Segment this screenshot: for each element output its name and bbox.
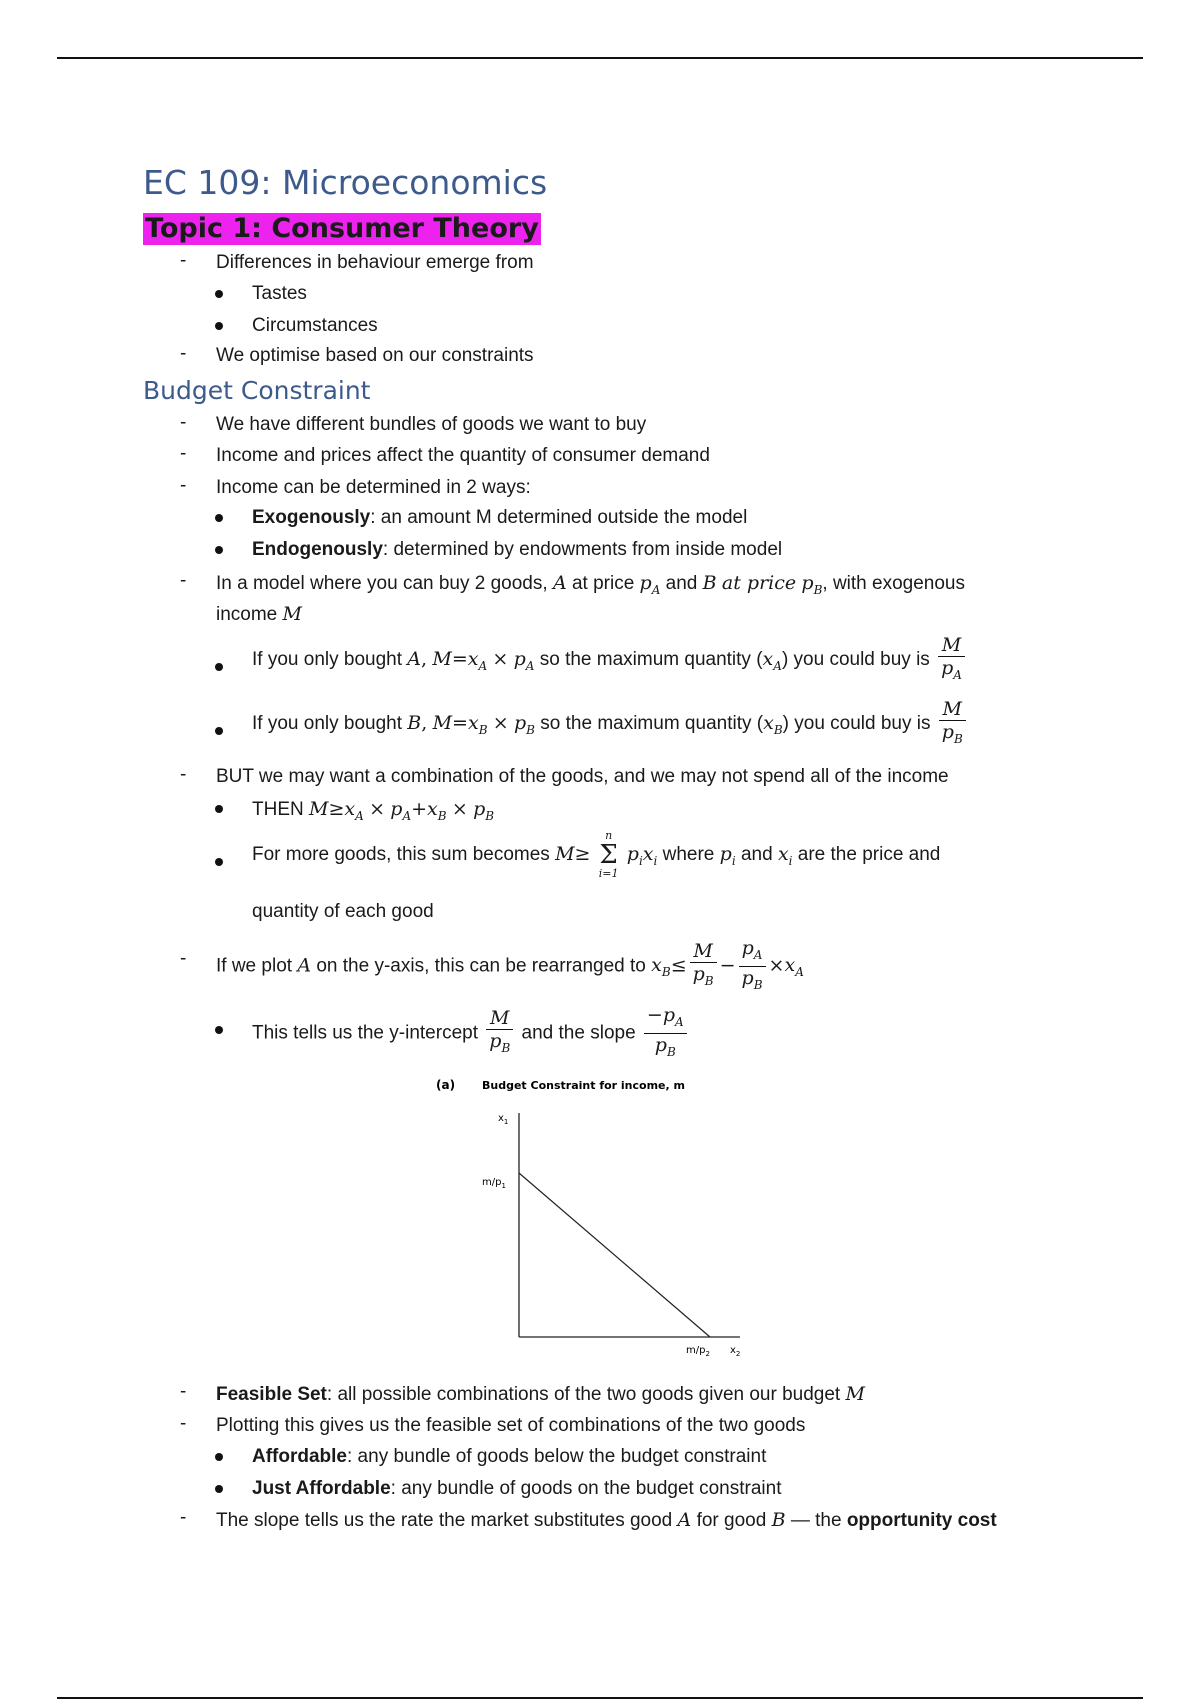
text: at price xyxy=(721,572,797,594)
term: Feasible Set xyxy=(216,1384,327,1405)
bullet-marker xyxy=(215,322,223,330)
section-heading-budget: Budget Constraint xyxy=(143,376,371,405)
fraction-pa-over-pb: $\frac{p_A}{p_B}$ xyxy=(739,937,766,996)
definition: : an amount M determined outside the model xyxy=(370,507,748,528)
bullet-marker xyxy=(215,663,223,671)
text: and xyxy=(665,573,698,594)
text: This tells us the y-intercept xyxy=(252,1022,478,1044)
math-var: $p_B$ xyxy=(801,572,823,597)
dash-marker xyxy=(180,570,188,592)
list-item-plot: If we plot A on the y-axis, this can be rearranged to $x_B\le$ $\frac{M}{p_B}$ − $\frac{p_A}{p_B}$ $\times x_A$ xyxy=(216,937,804,996)
text: so the maximum quantity ( xyxy=(539,648,763,670)
dash-marker xyxy=(180,1413,188,1435)
list-item: We have different bundles of goods we want to buy xyxy=(216,414,647,435)
text: The slope tells us the rate the market substitutes good xyxy=(216,1510,673,1531)
list-item: We optimise based on our constraints xyxy=(216,345,534,366)
definition: : all possible combinations of the two goods given our budget xyxy=(326,1384,841,1405)
text: ) you could buy is xyxy=(782,712,931,734)
term: Exogenously xyxy=(252,507,371,528)
bullet-marker xyxy=(215,1453,223,1461)
text: ) you could buy is xyxy=(781,648,930,670)
bullet-marker xyxy=(215,1485,223,1493)
bullet-marker xyxy=(215,546,223,554)
definition: : any bundle of goods below the budget constraint xyxy=(347,1446,767,1467)
term: Affordable xyxy=(252,1446,347,1467)
fraction-m-over-pb: $\frac{M}{p_B}$ xyxy=(690,940,717,992)
header-rule xyxy=(57,57,1143,59)
term: opportunity cost xyxy=(846,1510,997,1531)
math-var: M xyxy=(282,603,302,625)
bullet-marker xyxy=(215,727,223,735)
x-axis-label: $x_2$ xyxy=(730,1345,741,1358)
list-item-more-goods-cont: quantity of each good xyxy=(252,901,434,922)
budget-line xyxy=(519,1173,710,1337)
list-item-only-b: If you only bought B, $M=x_B \times p_B$ so the maximum quantity $(x_B)$ you could buy is $\frac{M}{p_B}$ xyxy=(252,698,969,752)
dash-marker xyxy=(180,475,188,497)
list-item-slope: The slope tells us the rate the market substitutes good A for good B — the opportunity cost xyxy=(216,1509,997,1531)
list-item-model-cont xyxy=(216,601,302,628)
text: For more goods, this sum becomes xyxy=(252,844,550,866)
text: In a model where you can buy 2 goods, xyxy=(216,573,548,594)
dash-marker xyxy=(180,1507,188,1529)
dash-marker xyxy=(180,764,188,786)
fraction-m-over-pa: $\frac{M}{p_A}$ xyxy=(938,634,965,686)
text: income xyxy=(216,604,278,625)
text: so the maximum quantity ( xyxy=(540,712,764,734)
definition: : any bundle of goods on the budget constraint xyxy=(390,1478,782,1499)
dash-marker xyxy=(180,343,188,365)
term: Endogenously xyxy=(252,539,383,560)
y-axis-label: $x_1$ xyxy=(498,1113,509,1126)
text: where xyxy=(662,844,715,866)
text: , with exogenous xyxy=(822,573,965,594)
x-intercept-label: $m/p_2$ xyxy=(686,1345,710,1358)
budget-constraint-figure xyxy=(420,1075,780,1365)
list-item-then: THEN $M\ge x_A \times p_A+x_B \times p_B$ xyxy=(252,798,495,823)
dash-marker xyxy=(180,443,188,465)
figure-label: (a) xyxy=(436,1078,456,1092)
list-item-just-affordable xyxy=(252,1476,782,1502)
page-title: EC 109: Microeconomics xyxy=(143,163,548,202)
list-item-exogenous xyxy=(252,505,747,531)
math-var: $p_A$ xyxy=(639,572,661,597)
list-item: Income and prices affect the quantity of consumer demand xyxy=(216,445,710,466)
list-item: Circumstances xyxy=(252,315,378,336)
math-var: A xyxy=(552,572,567,594)
list-item: Differences in behaviour emerge from xyxy=(216,252,534,273)
text: and xyxy=(740,844,773,866)
bullet-marker xyxy=(215,805,223,813)
math-var: B xyxy=(407,711,422,734)
bullet-marker xyxy=(215,858,223,866)
summation: n Σ i=1 xyxy=(598,829,619,880)
bullet-marker xyxy=(215,290,223,298)
list-item-affordable xyxy=(252,1444,766,1470)
definition: : determined by endowments from inside model xyxy=(382,539,783,560)
text: If we plot xyxy=(216,955,293,977)
text: — the xyxy=(790,1510,842,1531)
term: Just Affordable xyxy=(252,1478,391,1499)
dash-marker xyxy=(180,1381,188,1403)
text: If you only bought xyxy=(252,648,402,670)
bullet-marker xyxy=(215,1026,223,1034)
list-item-more-goods: For more goods, this sum becomes M≥ n Σ i=1 $p_ix_i$ where $p_i$ and $x_i$ are the price and xyxy=(252,829,941,880)
text: on the y-axis, this can be rearranged to xyxy=(316,955,646,977)
text: at price xyxy=(571,573,635,594)
fraction-m-over-pb: $\frac{M}{p_B}$ xyxy=(486,1007,513,1059)
text: If you only bought xyxy=(252,712,402,734)
list-item: Plotting this gives us the feasible set of combinations of the two goods xyxy=(216,1415,806,1436)
fraction-neg-pa-over-pb: $\frac{-p_A}{p_B}$ xyxy=(644,1004,687,1063)
list-item-feasible: Feasible Set: all possible combinations of the two goods given our budget M xyxy=(216,1383,865,1405)
text: for good xyxy=(696,1510,767,1531)
dash-marker xyxy=(180,948,188,970)
list-item-only-a: If you only bought A, $M=x_A \times p_A$ so the maximum quantity $(x_A)$ you could buy is $\frac{M}{p_A}$ xyxy=(252,634,968,688)
list-item: Tastes xyxy=(252,283,307,304)
list-item: BUT we may want a combination of the goods, and we may not spend all of the income xyxy=(216,766,949,787)
text: THEN xyxy=(252,799,304,820)
y-intercept-label: $m/p_1$ xyxy=(482,1177,506,1190)
text: and the slope xyxy=(521,1022,636,1044)
bullet-marker xyxy=(215,514,223,522)
footer-rule xyxy=(57,1697,1143,1699)
math-var: B xyxy=(702,572,717,594)
figure-title: Budget Constraint for income, m xyxy=(482,1079,685,1092)
list-item-endogenous xyxy=(252,537,782,563)
list-item-intercept xyxy=(252,1004,690,1063)
dash-marker xyxy=(180,250,188,272)
dash-marker xyxy=(180,412,188,434)
fraction-m-over-pb: $\frac{M}{p_B}$ xyxy=(939,698,966,750)
list-item: Income can be determined in 2 ways: xyxy=(216,477,531,498)
list-item-model xyxy=(216,570,965,603)
math-var: A xyxy=(407,647,422,670)
topic-heading: Topic 1: Consumer Theory xyxy=(145,213,539,244)
text: are the price and xyxy=(797,844,941,866)
